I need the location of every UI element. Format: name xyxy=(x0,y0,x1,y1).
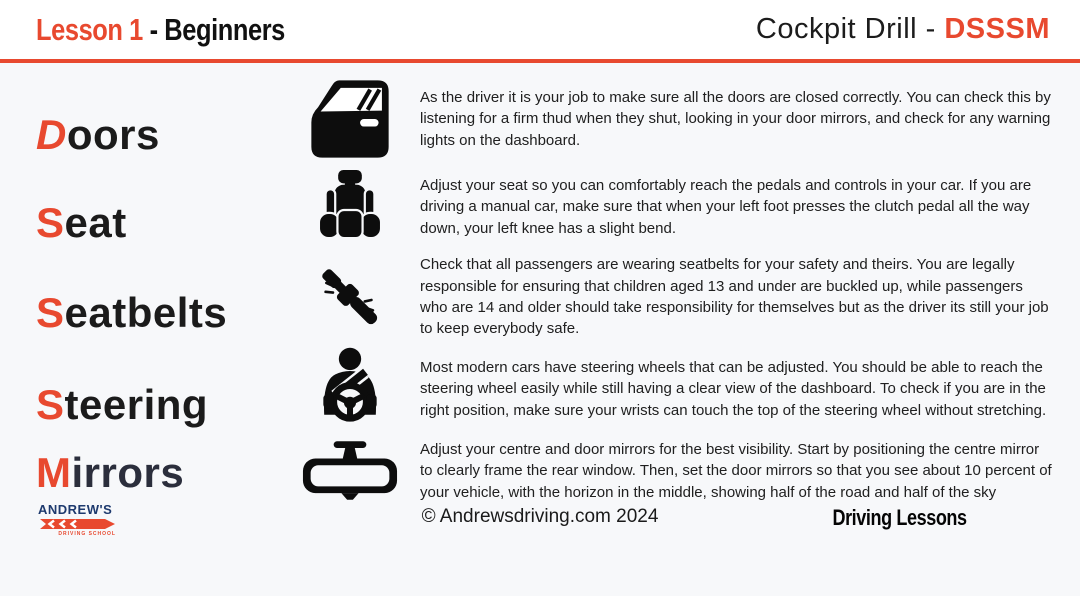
rear-mirror-icon xyxy=(288,441,412,501)
slide-title xyxy=(756,13,1050,46)
term-seat-rest: eat xyxy=(64,199,127,246)
row-seatbelts xyxy=(36,249,1060,345)
term-doors xyxy=(36,111,280,159)
seatbelt-icon xyxy=(288,260,412,334)
term-steering-initial: S xyxy=(36,381,65,428)
slide-content xyxy=(0,63,1080,509)
logo-name: ANDREW'S xyxy=(38,502,113,517)
slide-title-text: Cockpit Drill - xyxy=(755,13,945,45)
term-mirrors xyxy=(36,449,280,497)
term-seat xyxy=(36,199,280,247)
lesson-number: Lesson 1 xyxy=(36,11,143,47)
steering-wheel-icon xyxy=(288,345,412,433)
term-seatbelts-initial: S xyxy=(36,289,65,336)
row-seat xyxy=(36,165,1060,249)
slide-footer xyxy=(0,496,1080,560)
term-seat-initial: S xyxy=(36,199,65,246)
lesson-separator: - xyxy=(142,11,165,47)
logo-banner-icon xyxy=(38,519,116,529)
car-door-icon xyxy=(288,77,412,161)
lesson-level: Beginners xyxy=(164,11,285,47)
description-seatbelts: Check that all passengers are wearing seatbelts for your safety and theirs. You are legally responsible for ensuring that children aged 13 and under are buckled up, while passengers who are 14 and older should take responsibility for themselves but as the driver its still your job to keep everybody safe. xyxy=(420,256,1049,338)
andrews-driving-school-logo xyxy=(38,502,148,537)
term-steering xyxy=(36,381,280,429)
slide-header xyxy=(0,0,1080,63)
lesson-title xyxy=(36,12,285,48)
description-mirrors: Adjust your centre and door mirrors for the best visibility. Start by positioning the centre mirror to clearly frame the rear window. Then, set the door mirrors so that you see about 10 percent of your vehicle, with the horizon in the middle, showing half of the road and half of the sky xyxy=(420,441,1052,501)
tagline-text: Driving Lessons xyxy=(832,505,967,530)
description-doors: As the driver it is your job to make sure all the doors are closed correctly. You can check this by listening for a firm thud when they shut, looking in your door mirrors, and check for any warning lights on the dashboard. xyxy=(420,89,1051,149)
term-doors-rest: oors xyxy=(66,111,160,158)
copyright-text: © Andrewsdriving.com 2024 xyxy=(421,506,659,527)
term-seatbelts xyxy=(36,289,280,337)
description-seat: Adjust your seat so you can comfortably reach the pedals and controls in your car. If you are driving a manual car, make sure that when your left foot presses the clutch pedal all the way down, your left knee has a slight bend. xyxy=(420,177,1032,237)
row-doors xyxy=(36,73,1060,165)
logo-subtitle: DRIVING SCHOOL xyxy=(58,531,116,537)
description-steering: Most modern cars have steering wheels that can be adjusted. You should be able to reach the steering wheel easily while still having a clear view of the dashboard. To check if you are in the right position, make sure your wrists can touch the top of the steering wheel without stretching. xyxy=(420,359,1047,419)
term-mirrors-rest: irrors xyxy=(71,449,185,496)
term-steering-rest: teering xyxy=(64,381,209,428)
row-steering xyxy=(36,345,1060,433)
term-doors-initial: D xyxy=(36,111,67,158)
term-mirrors-initial: M xyxy=(36,449,72,496)
slide-title-acronym: DSSSM xyxy=(944,13,1050,45)
term-seatbelts-rest: eatbelts xyxy=(64,289,228,336)
car-seat-icon xyxy=(288,169,412,245)
